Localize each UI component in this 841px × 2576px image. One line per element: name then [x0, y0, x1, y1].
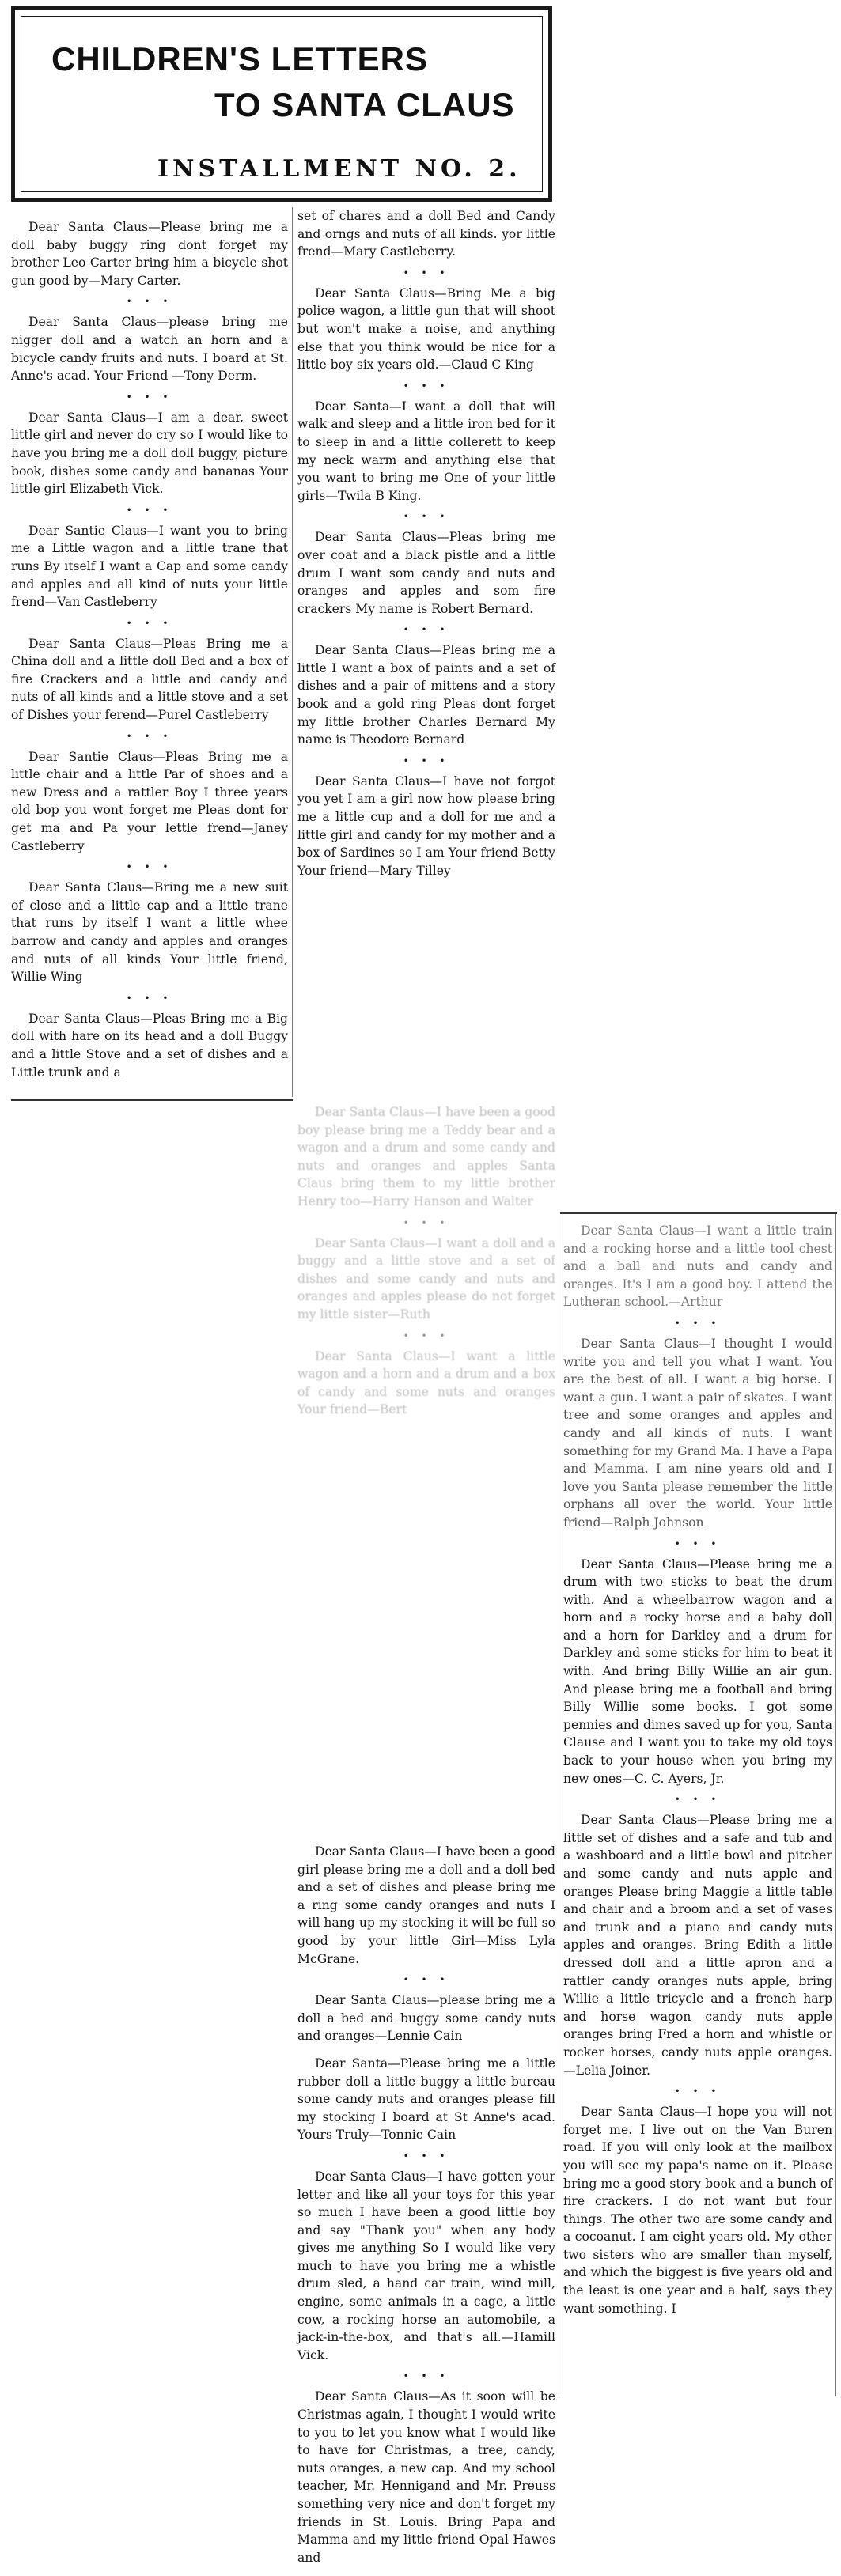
faded-letter: Dear Santa Claus—I want a doll and a buggy and a little stove and a set of dishes and some candy and nuts and oranges and apples please do not forget my little sister—Ruth [297, 1235, 555, 1322]
letter: Dear Santa—I want a doll that will walk and sleep and a little iron bed for it to sleep in and a little collerett to keep my neck warm and anything else that you want to bring me One of your little girls—Twila B King. [297, 399, 555, 503]
letter-separator: • • • [126, 296, 173, 308]
letter-separator: • • • [403, 755, 450, 766]
faded-letter: Dear Santa Claus—I want a little wagon and a horn and a drum and a box of candy and some nuts and oranges Your friend—Bert [297, 1349, 555, 1417]
letter: Dear Santa Claus—Please bring me a little set of dishes and a safe and tub and a washboard and a little bowl and pitcher and some candy and nuts apple and oranges Please bring Maggie a little table and chair and a broom and a set of vases and trunk and a piano and candy nuts apples and oranges. Bring Edith a little dressed doll and a little apron and a rattler candy oranges nuts apple, bring Willie a little tricycle and a french harp and horse wagon candy nuts apple oranges bring Fred a horn and whistle or rocker horses, candy nuts apple oranges.—Lelia Joiner. [563, 1813, 832, 2078]
letter-separator: • • • [403, 1330, 450, 1341]
letter: Dear Santa Claus—I have not forgot you yet I am a girl now how please bring me a little cup and a doll for me and a little girl and candy for my mother and a box of Sardines so I am Your friend Betty Your friend—Mary Tilley [297, 774, 555, 878]
letter: Dear Santa Claus—please bring me nigger doll and a watch an horn and a bicycle candy fruits and nuts. I board at St. Anne's acad. Your Friend —Tony Derm. [11, 315, 288, 384]
letter-separator: • • • [403, 1216, 450, 1228]
headline-line-1: CHILDREN'S LETTERS [51, 40, 429, 78]
letter: Dear Santa Claus—I want a little train and a rocking horse and a little tool chest and a ball and nuts and candy and oranges. It's I am a good boy. I attend the Lutheran school.—Arthur [563, 1224, 832, 1310]
letter: Dear Santa Claus—Pleas Bring me a China doll and a little doll Bed and a box of fire Crackers and a little and candy and nuts of all kinds and a little stove and a set of Dishes your ferend—Purel Castleberry [11, 636, 288, 723]
letter-separator: • • • [403, 267, 450, 278]
letter-separator: • • • [126, 992, 173, 1004]
letter: Dear Santie Claus—Pleas Bring me a little chair and a little Par of shoes and a new Dress and a rattler Boy I three years old bop you wont forget me Pleas dont for get ma and Pa your lettle frend—Janey Castleberry [11, 749, 288, 853]
masthead-box [11, 6, 552, 202]
clipping-edge [11, 1099, 293, 1101]
letter: Dear Santa Claus—As it soon will be Christmas again, I thought I would write to you to let you know what I would like to have for Christmas, a tree, candy, nuts oranges, a new cap. And my school teacher, Mr. Hennigand and Mr. Preuss something very nice and don't forget my friends in St. Louis. Bring Papa and Mamma and my little friend Opal Hawes and [297, 2389, 555, 2565]
letter-separator: • • • [674, 1794, 722, 1806]
letter: Dear Santa—Please bring me a little rubber doll a little buggy a little bureau some candy nuts and oranges please fill my stocking I board at St Anne's acad. Yours Truly—Tonnie Cain [297, 2056, 555, 2143]
letter-separator: • • • [403, 1974, 450, 1986]
letter: Dear Santa Claus—Bring me a new suit of close and a little cap and a little trane that runs by itself I want a little whee barrow and candy and apples and oranges and nuts of all kinds Your little friend, Willie Wing [11, 880, 288, 985]
letter-separator: • • • [674, 1538, 722, 1549]
letter: set of chares and a doll Bed and Candy and orngs and nuts of all kinds. yor little frend—Mary Castleberry. [297, 209, 555, 259]
letter: Dear Santa Claus—I have gotten your letter and like all your toys for this year so much I have been a good little boy and say "Thank you" when any body gives me anything So I would like very much to have you bring me a whistle drum sled, a hand car train, wind mill, engine, some animals in a cage, a little cow, a rocking horse an automobile, a jack-in-the-box, and that's all.—Hamill Vick. [297, 2169, 555, 2362]
letter-separator: • • • [403, 511, 450, 523]
letter-separator: • • • [403, 380, 450, 392]
column-rule [292, 207, 293, 1097]
letter: Dear Santa Claus—I thought I would write you and tell you what I want. You are the best of all. I want a big horse. I want a gun. I want a pair of skates. I want tree and some oranges and apples and candy and all kinds of nuts. I want something for my Grand Ma. I have a Papa and Mamma. I am nine years old and I love you Santa please remember the little orphans all over the world. Your little friend—Ralph Johnson [563, 1336, 832, 1530]
letter-separator: • • • [674, 1317, 722, 1329]
letter: Dear Santa Claus—Pleas bring me over coat and a black pistle and a little drum I want som candy and nuts and oranges and apples and som fire crackers My name is Robert Bernard. [297, 530, 555, 616]
letter-separator: • • • [403, 624, 450, 636]
letter: Dear Santa Claus—Pleas bring me a little I want a box of paints and a set of dishes and a pair of mittens and a story book and a gold ring Pleas dont forget my little brother Charles Bernard My name is Theodore Bernard [297, 643, 555, 747]
headline-line-2: TO SANTA CLAUS [214, 86, 515, 123]
letter: Dear Santa Claus—Bring Me a big police wagon, a little gun that will shoot but won't make a noise, and anything else that you think would be nice for a little boy six years old.—Claud C King [297, 286, 555, 373]
installment-label: INSTALLMENT NO. 2. [157, 155, 521, 183]
column-2-faded-section [297, 1103, 555, 1835]
column-3 [563, 1222, 832, 2327]
letter: Dear Santie Claus—I want you to bring me a Little wagon and a little trane that runs By itself I want a Cap and some candy and apples and all kind of nuts your little frend—Van Castleberry [11, 523, 288, 610]
letter: Dear Santa Claus—Please bring me a drum with two sticks to beat the drum with. And a wheelbarrow wagon and a horn and a rocky horse and a baby doll and a horn for Darkley and a drum for Darkley and some sticks for him to beat it with. And bring Billy Willie an air gun. And please bring me a football and bring Billy Willie some books. I got some pennies and dimes saved up for you, Santa Clause and I want you to take my old toys back to your house when you bring my new ones—C. C. Ayers, Jr. [563, 1557, 832, 1786]
letter: Dear Santa Claus—Please bring me a doll baby buggy ring dont forget my brother Leo Carter bring him a bicycle shot gun good by—Mary Carter. [11, 220, 288, 288]
letter-separator: • • • [403, 2150, 450, 2162]
column-rule [835, 1214, 836, 2396]
column-1 [11, 218, 288, 1091]
letter-separator: • • • [126, 730, 173, 742]
letter: Dear Santa Claus—I hope you will not forget me. I live out on the Van Buren road. If you will only look at the mailbox you will see my papa's name on it. Please bring me a good story book and a bunch of fire crackers. I do not want but four things. The other two are some candy and a cocoanut. I am eight years old. My other two sisters who are smaller than myself, and which the biggest is five years old and the least is one year and a half, says they want something. I [563, 2105, 832, 2316]
letter-separator: • • • [126, 504, 173, 516]
column-2-bottom [297, 1843, 555, 2576]
letter: Dear Santa Claus—I have been a good girl please bring me a doll and a doll bed and a set of dishes and please bring me a ring some candy oranges and nuts I will hang up my stocking it will be full so good by your little Girl—Miss Lyla McGrane. [297, 1844, 555, 1966]
letter: Dear Santa Claus—I am a dear, sweet little girl and never do cry so I would like to have you bring me a doll doll buggy, picture book, dishes some candy and bananas Your little girl Elizabeth Vick. [11, 410, 288, 497]
letter: Dear Santa Claus—please bring me a doll a bed and buggy some candy nuts and oranges—Lennie Cain [297, 1993, 555, 2044]
letter-separator: • • • [403, 2370, 450, 2382]
column-2-top [297, 207, 555, 889]
clipping-edge [560, 1212, 837, 1214]
faded-letter: Dear Santa Claus—I have been a good boy please bring me a Teddy bear and a wagon and a drum and some candy and nuts and oranges and apples Santa Claus bring them to my little brother Henry too—Harry Hanson and Walter [297, 1105, 555, 1209]
letter-separator: • • • [674, 2086, 722, 2097]
letter-separator: • • • [126, 391, 173, 403]
letter-separator: • • • [126, 861, 173, 873]
letter: Dear Santa Claus—Pleas Bring me a Big doll with hare on its head and a doll Buggy and a little Stove and a set of dishes and a Little trunk and a [11, 1011, 288, 1080]
letter-separator: • • • [126, 617, 173, 629]
